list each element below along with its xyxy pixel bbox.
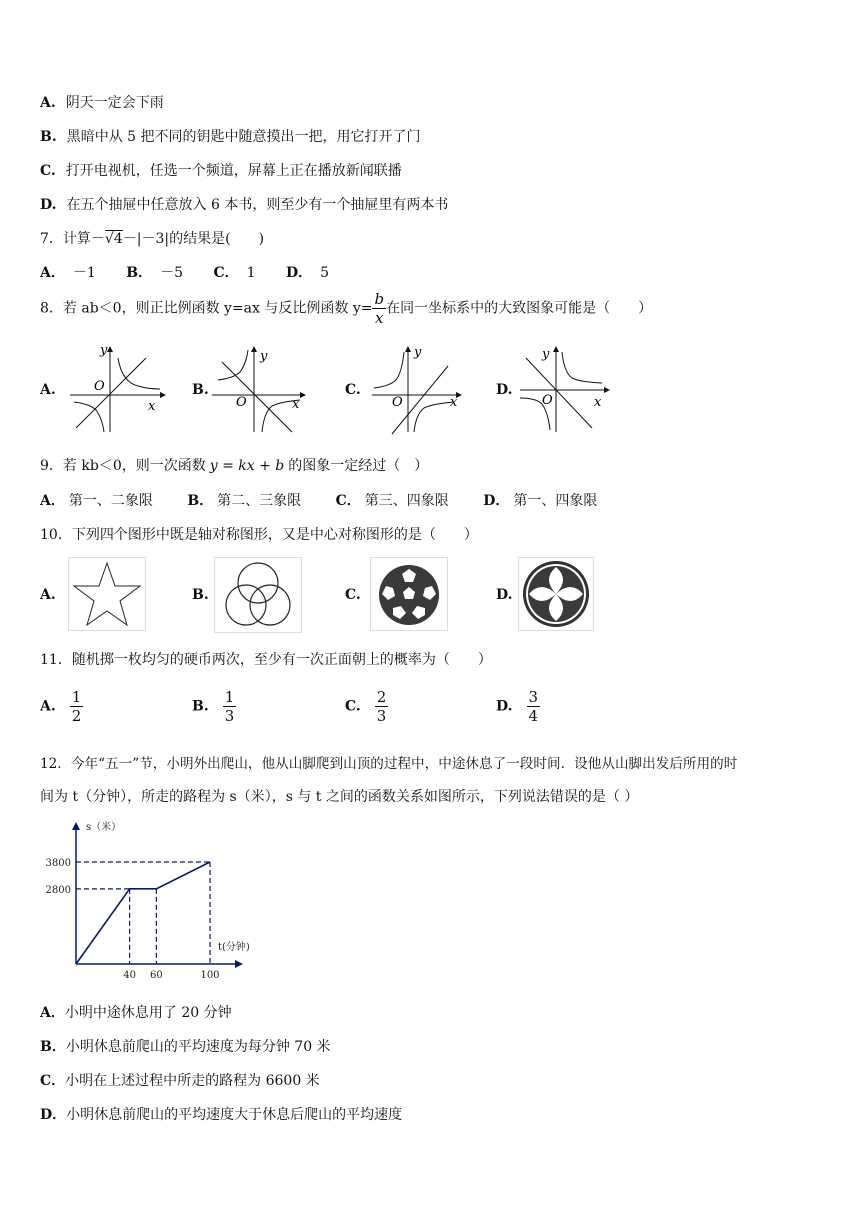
q8-graph-b bbox=[208, 340, 308, 435]
q10-stem: 10．下列四个图形中既是轴对称图形，又是中心对称图形的是（ ） bbox=[40, 527, 478, 543]
q10-option-b-label: B. bbox=[192, 587, 209, 603]
y-tick-label: 2800 bbox=[45, 884, 71, 896]
y-axis-label: y bbox=[100, 343, 108, 358]
four-petal-figure bbox=[518, 557, 594, 631]
q11-option-c: C. $\frac{2}{3}$ bbox=[345, 688, 387, 725]
y-axis-label: y bbox=[260, 349, 268, 364]
distance-series-line bbox=[76, 862, 210, 964]
origin-label: O bbox=[392, 395, 403, 410]
q12-stem-line1: 12．今年“五一”节，小明外出爬山，他从山脚爬到山顶的过程中，中途休息了一段时间．设他从山脚出发后所用的时 bbox=[40, 756, 738, 772]
q11-stem: 11．随机掷一枚均匀的硬币两次，至少有一次正面朝上的概率为（ ） bbox=[40, 652, 492, 668]
x-tick-label: 100 bbox=[200, 970, 220, 981]
fraction-b-over-x: $\frac{b}{x}$ bbox=[374, 290, 385, 327]
q6-option-b: B. 黑暗中从 5 把不同的钥匙中随意摸出一把，用它打开了门 bbox=[40, 129, 421, 145]
origin-label: O bbox=[94, 379, 105, 394]
distance-time-chart bbox=[40, 816, 260, 986]
origin-label: O bbox=[542, 393, 553, 408]
q7-stem: 7．计算－√4－|－3|的结果是( ) bbox=[40, 231, 265, 247]
sqrt-radical-icon: √ bbox=[104, 231, 114, 247]
x-axis-label: x bbox=[594, 395, 602, 410]
q6-option-c: C. 打开电视机，任选一个频道，屏幕上正在播放新闻联播 bbox=[40, 163, 402, 179]
y-axis-arrow-icon bbox=[72, 822, 80, 830]
q12-stem-line2: 间为 t（分钟），所走的路程为 s（米），s 与 t 之间的函数关系如图所示，下列说法错误的是（ ） bbox=[40, 789, 639, 805]
q11-option-a: A. $\frac{1}{2}$ bbox=[40, 688, 82, 725]
q8-option-a-label: A. bbox=[40, 382, 56, 398]
q7-options: A． －1 B． －5 C． 1 D． 5 bbox=[40, 265, 330, 281]
x-axis-title: t(分钟) bbox=[218, 942, 250, 953]
q8-option-d-label: D. bbox=[496, 382, 513, 398]
q8-graph-c bbox=[368, 340, 468, 435]
chart-marks bbox=[46, 858, 220, 981]
star-figure bbox=[68, 557, 146, 631]
y-axis-title: s（米） bbox=[86, 822, 122, 833]
q11-option-d: D. $\frac{3}{4}$ bbox=[496, 688, 539, 725]
q10-option-c-label: C. bbox=[345, 587, 361, 603]
q6-option-a: A. 阴天一定会下雨 bbox=[40, 95, 164, 111]
q8-option-c-label: C. bbox=[345, 382, 361, 398]
q12-option-d: D．小明休息前爬山的平均速度大于休息后爬山的平均速度 bbox=[40, 1107, 403, 1123]
x-tick-label: 60 bbox=[150, 970, 163, 981]
sqrt-sign: √4 bbox=[104, 231, 123, 247]
x-axis-label: x bbox=[450, 395, 458, 410]
q6-option-d: D. 在五个抽屉中任意放入 6 本书，则至少有一个抽屉里有两本书 bbox=[40, 197, 449, 213]
formula: y = kx + b bbox=[209, 458, 285, 474]
q8-option-b-label: B. bbox=[192, 382, 209, 398]
x-tick-label: 40 bbox=[123, 970, 136, 981]
y-axis-label: y bbox=[542, 347, 550, 362]
q12-option-b: B．小明休息前爬山的平均速度为每分钟 70 米 bbox=[40, 1039, 331, 1055]
q9-options: A． 第一、二象限 B． 第二、三象限 C． 第三、四象限 D． 第一、四象限 bbox=[40, 493, 598, 509]
x-axis-label: x bbox=[148, 399, 156, 414]
q8-graph-d bbox=[516, 340, 616, 435]
origin-label: O bbox=[236, 395, 247, 410]
q12-option-c: C．小明在上述过程中所走的路程为 6600 米 bbox=[40, 1073, 320, 1089]
q9-stem: 9．若 kb＜0，则一次函数 y = kx + b 的图象一定经过（ ） bbox=[40, 458, 429, 474]
three-circles-figure bbox=[214, 557, 302, 633]
q8-graph-a bbox=[68, 340, 168, 435]
q10-option-a-label: A. bbox=[40, 587, 56, 603]
y-tick-label: 3800 bbox=[45, 858, 71, 869]
x-axis-arrow-icon bbox=[235, 960, 243, 968]
x-axis-label: x bbox=[292, 397, 300, 412]
y-axis-label: y bbox=[414, 345, 422, 360]
q12-option-a: A．小明中途休息用了 20 分钟 bbox=[40, 1005, 232, 1021]
q11-option-b: B. $\frac{1}{3}$ bbox=[192, 688, 235, 725]
q8-stem: 8．若 ab＜0，则正比例函数 y=ax 与反比例函数 y= $\frac{b}{x}$ 在同一坐标系中的大致图象可能是（ ） bbox=[40, 290, 653, 327]
pentagons-figure bbox=[370, 557, 448, 631]
q10-option-d-label: D. bbox=[496, 587, 513, 603]
